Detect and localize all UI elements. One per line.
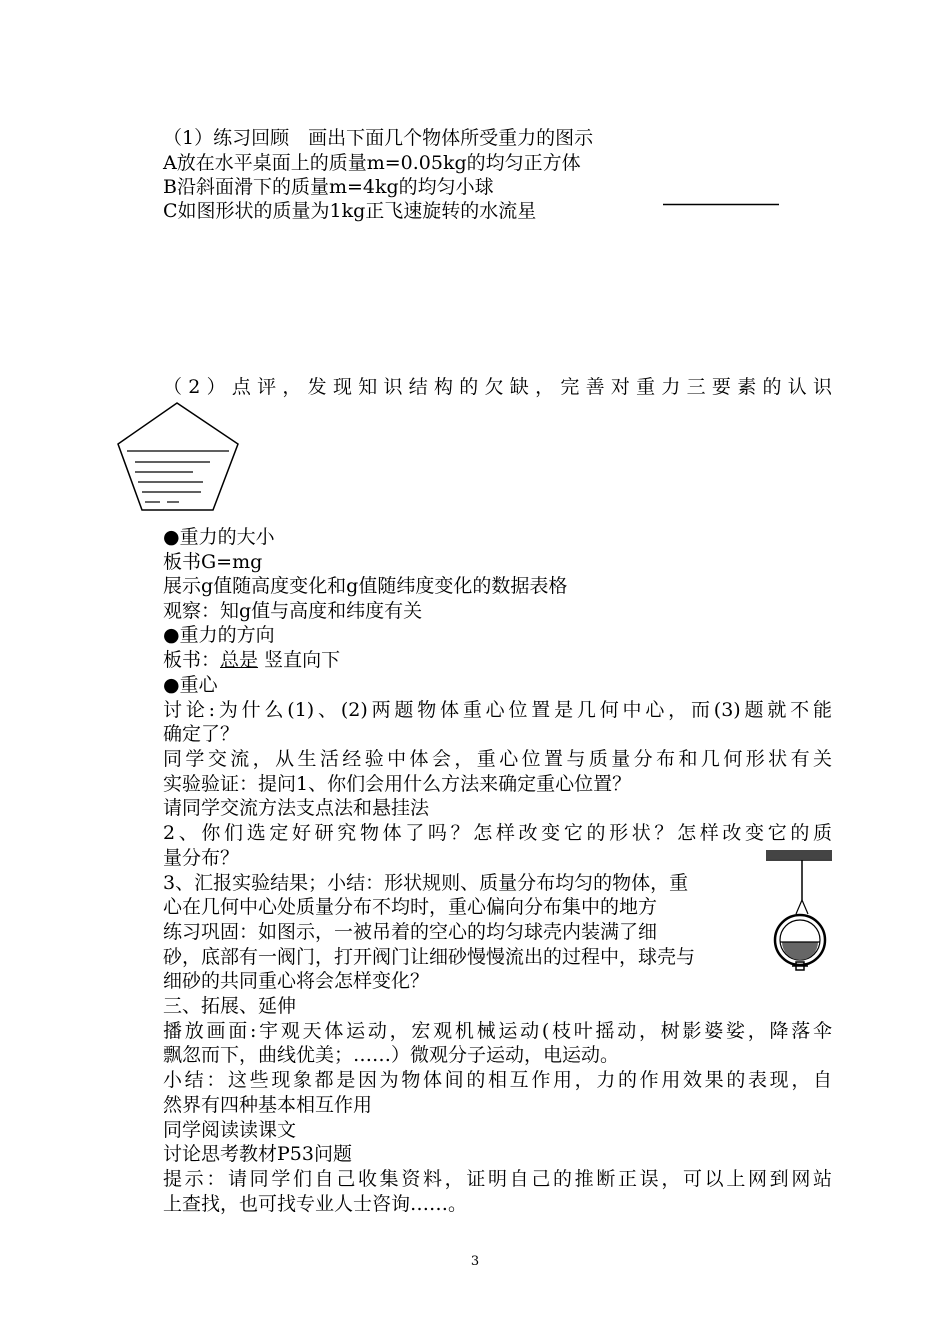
text-span: 竖直向下 — [258, 649, 341, 671]
heading-gravity-magnitude: ●重力的大小 — [163, 526, 275, 548]
text-line: 3、汇报实验结果；小结：形状规则、质量分布均匀的物体，重 — [163, 872, 689, 894]
underlined-always: 总是 — [220, 649, 259, 671]
text-line: 细砂的共同重心将会怎样变化？ — [163, 970, 430, 992]
item-a: A放在水平桌面上的质量m=0.05kg的均匀正方体 — [163, 152, 581, 174]
text-line: 提示：请同学们自己收集资料，证明自己的推断正误，可以上网到网站 — [163, 1168, 832, 1190]
text-span: 板书： — [163, 649, 221, 671]
formula-line: 板书G=mg — [163, 551, 263, 573]
text-line: 请同学交流方法支点法和悬挂法 — [163, 797, 430, 819]
text-line: 同学阅读读课文 — [163, 1119, 297, 1141]
section-heading-extension: 三、拓展、延伸 — [163, 995, 297, 1017]
pentagon-bucket-figure — [115, 400, 245, 515]
text-line: 量分布？ — [163, 847, 240, 869]
text-line: 确定了？ — [163, 723, 240, 745]
text-line: 观察：知g值与高度和纬度有关 — [163, 600, 423, 622]
heading-center-of-gravity: ●重心 — [163, 674, 218, 696]
text-line: 同学交流，从生活经验中体会，重心位置与质量分布和几何形状有关 — [163, 748, 832, 770]
text-line: 心在几何中心处质量分布不均时，重心偏向分布集中的地方 — [163, 896, 658, 918]
direction-line — [163, 648, 340, 672]
text-line: 讨论思考教材P53问题 — [163, 1143, 352, 1165]
text-line: 展示g值随高度变化和g值随纬度变化的数据表格 — [163, 575, 568, 597]
hanging-sphere-figure — [760, 848, 835, 976]
text-line: 然界有四种基本相互作用 — [163, 1094, 373, 1116]
text-line: 讨论:为什么(1)、(2)两题物体重心位置是几何中心，而(3)题就不能 — [163, 699, 832, 721]
page-number: 3 — [470, 1254, 480, 1269]
text-line: 2、你们选定好研究物体了吗？怎样改变它的形状？怎样改变它的质 — [163, 822, 832, 844]
comment-line: （2）点评，发现知识结构的欠缺，完善对重力三要素的认识 — [163, 376, 832, 398]
text-line: 砂，底部有一阀门，打开阀门让细砂慢慢流出的过程中，球壳与 — [163, 946, 696, 968]
text-line: 实验验证：提问1、你们会用什么方法来确定重心位置？ — [163, 773, 632, 795]
heading-gravity-direction: ●重力的方向 — [163, 624, 275, 646]
item-b: B沿斜面滑下的质量m=4kg的均匀小球 — [163, 176, 494, 198]
exercise-review-line: （1）练习回顾 画出下面几个物体所受重力的图示 — [163, 127, 594, 149]
text-line: 练习巩固：如图示，一被吊着的空心的均匀球壳内装满了细 — [163, 921, 658, 943]
text-line: 飘忽而下，曲线优美；……）微观分子运动，电运动。 — [163, 1044, 620, 1066]
text-line: 上查找，也可找专业人士咨询……。 — [163, 1193, 468, 1215]
text-line: 小结：这些现象都是因为物体间的相互作用，力的作用效果的表现，自 — [163, 1069, 832, 1091]
text-line: 播放画面:宇观天体运动，宏观机械运动(枝叶摇动，树影婆娑，降落伞 — [163, 1020, 832, 1042]
item-c: C如图形状的质量为1kg正飞速旋转的水流星 — [163, 200, 537, 222]
blank-underline — [663, 203, 779, 206]
